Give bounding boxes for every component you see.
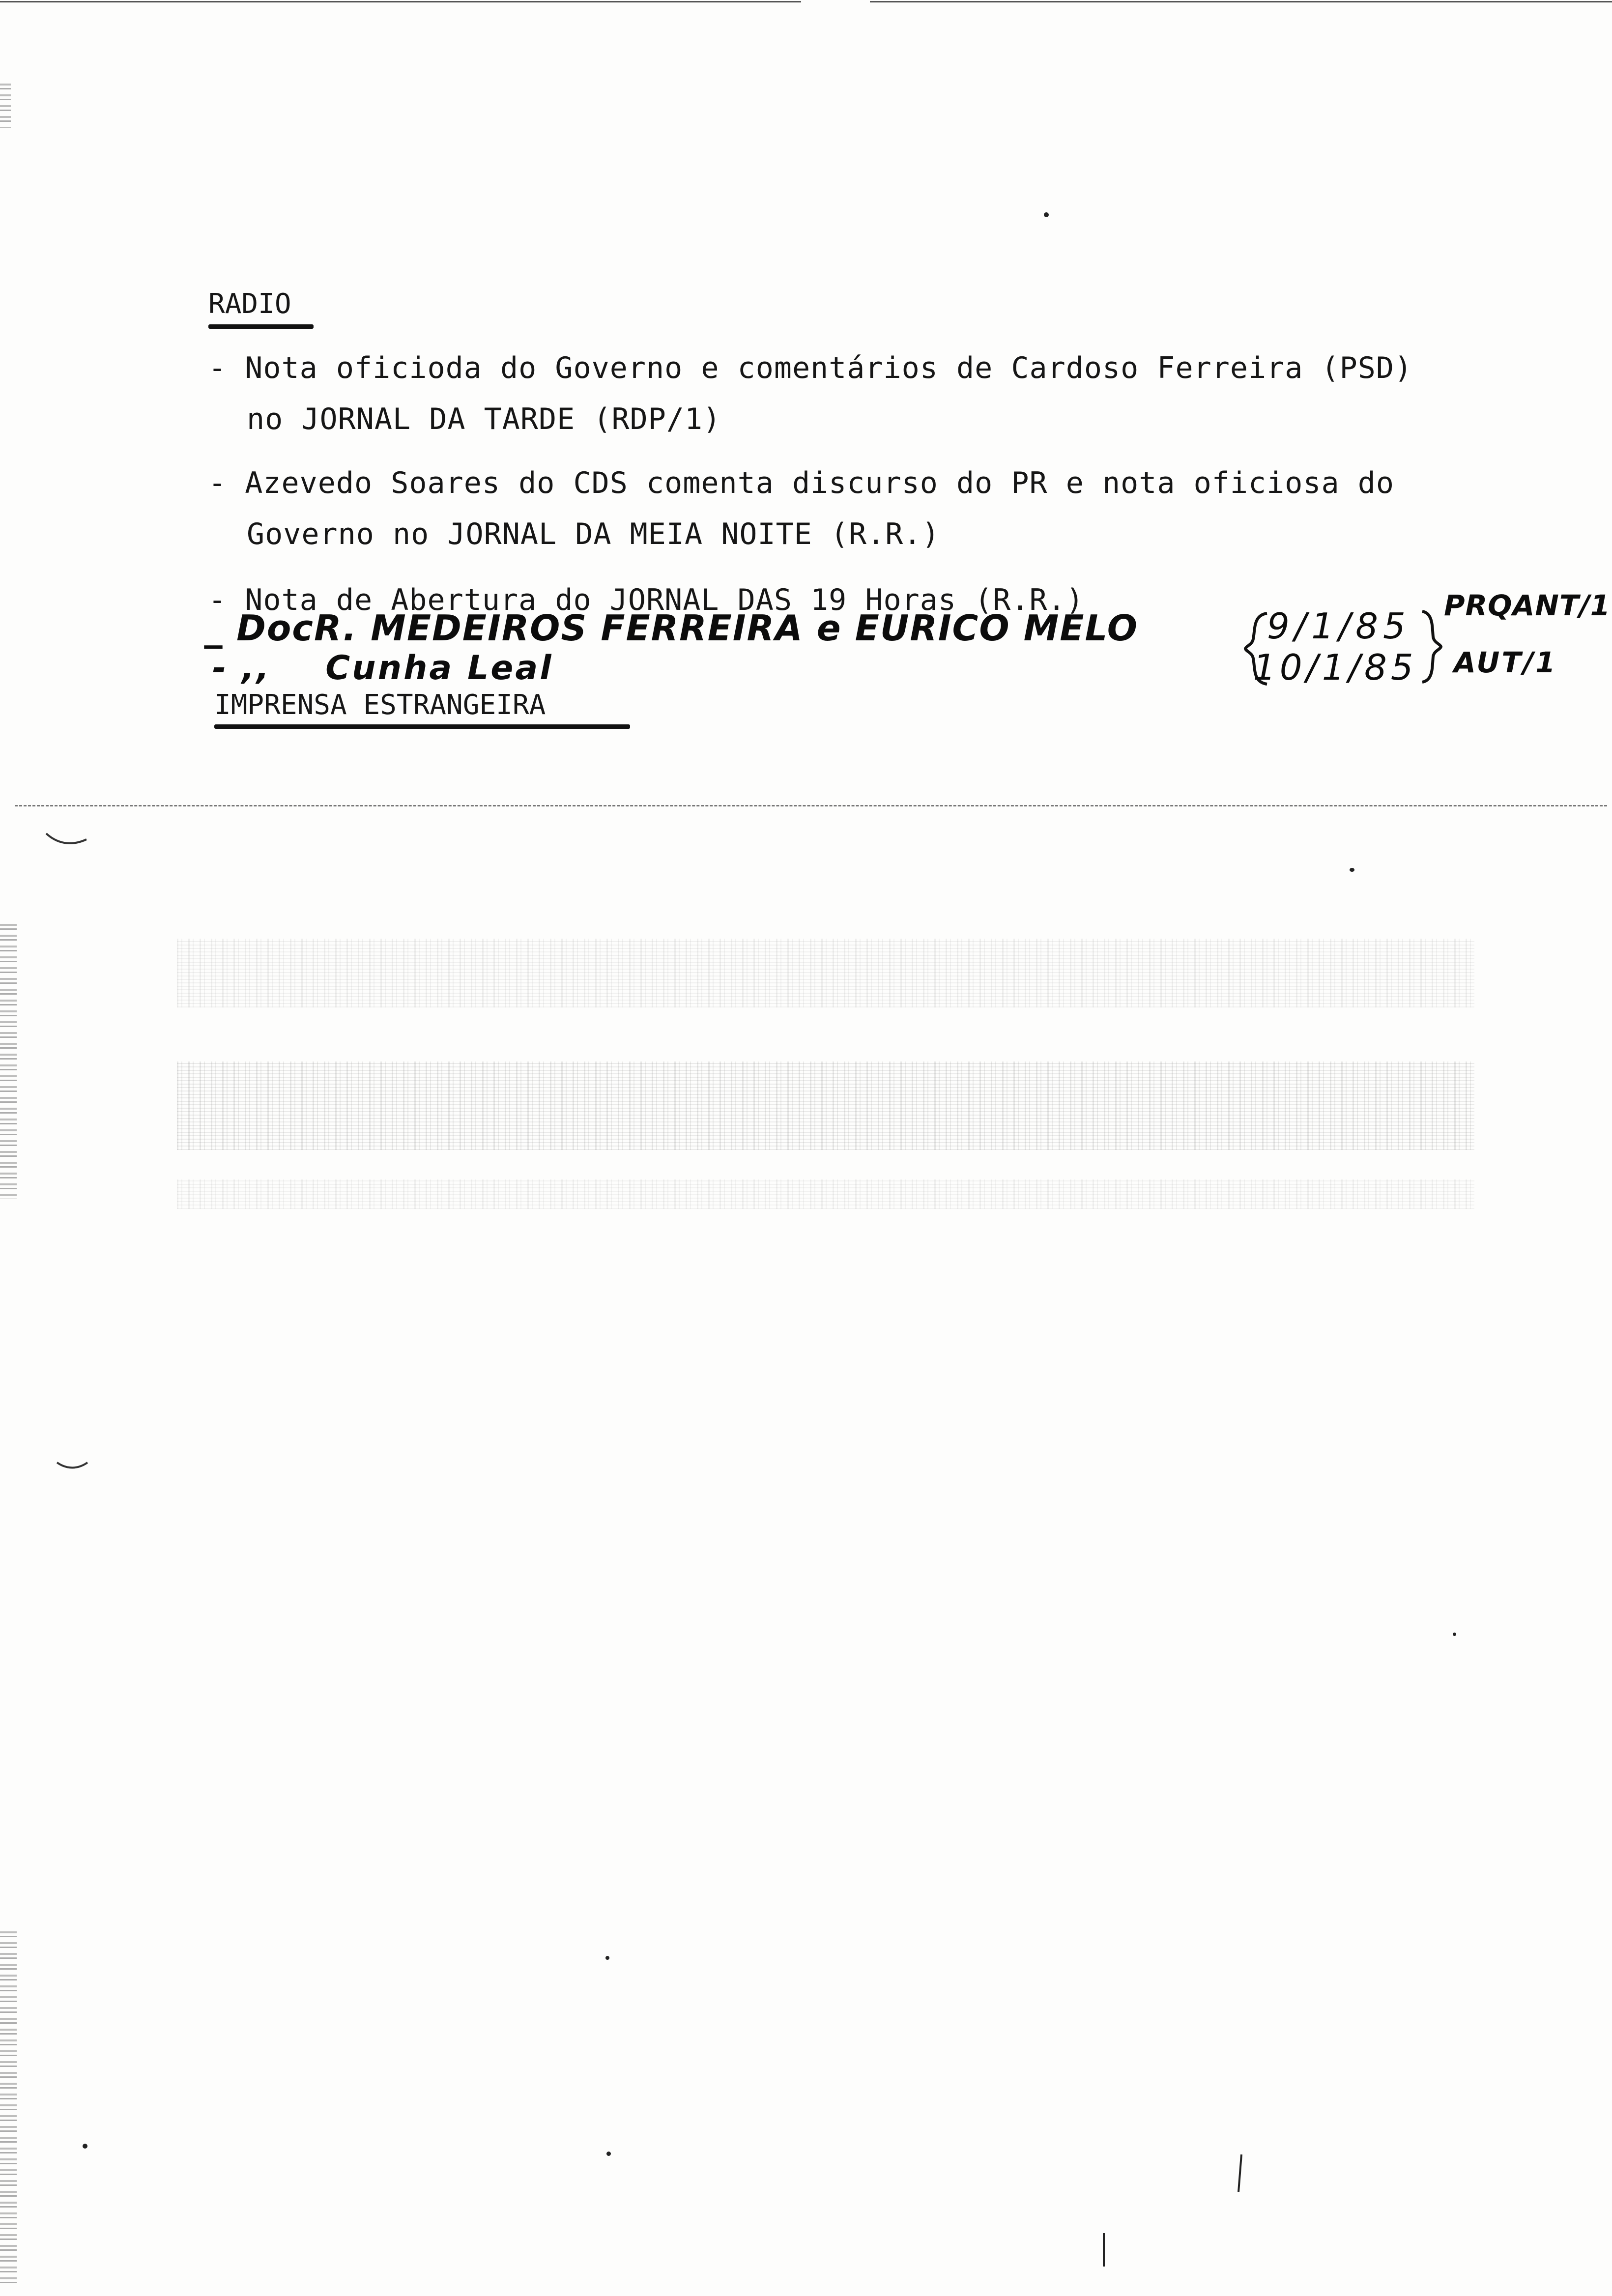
handwritten-line-2: - ,, Cunha Leal (212, 649, 553, 688)
scan-speck (1044, 212, 1049, 217)
bleed-through-band (177, 1179, 1474, 1209)
scan-speck (605, 1956, 609, 1960)
handwritten-date-1: 9/1/85 (1267, 605, 1410, 647)
scan-speck (1453, 1633, 1456, 1636)
scan-stroke (1099, 2231, 1109, 2270)
handwritten-ref-2: AUT/1 (1454, 646, 1557, 679)
scan-speck (606, 2152, 611, 2156)
heading-underline (214, 724, 630, 729)
scan-curve-mark (55, 1459, 89, 1473)
scan-dashed-line (15, 805, 1607, 806)
section-heading-imprensa: IMPRENSA ESTRANGEIRA (214, 689, 546, 721)
handwritten-line-1: _ DocR. MEDEIROS FERREIRA e EURICO MELO (204, 607, 1139, 649)
scan-edge-noise (0, 924, 17, 1199)
section-heading-radio: RADIO (208, 288, 291, 320)
bleed-through-band (177, 1062, 1474, 1150)
bleed-through-band (177, 939, 1474, 1007)
brace-right (1419, 607, 1444, 686)
handwritten-ref-1: PRQANT/1 (1444, 589, 1611, 622)
handwritten-date-2: 10/1/85 (1253, 647, 1417, 688)
scan-curve-mark (44, 831, 88, 850)
radio-item-1-line-1: - Nota oficioda do Governo e comentários de Cardoso Ferreira (PSD) (208, 351, 1413, 385)
scan-edge-noise (0, 1931, 17, 2285)
radio-item-2-line-1: - Azevedo Soares do CDS comenta discurso do PR e nota oficiosa do (208, 466, 1394, 500)
scan-edge-noise (0, 84, 11, 128)
heading-underline (208, 324, 314, 329)
scan-speck (83, 2144, 87, 2149)
radio-item-3-line-1: - Nota de Abertura do JORNAL DAS 19 Horas (R.R.) (208, 583, 1084, 617)
scan-edge-rule (0, 1, 801, 2)
scan-edge-rule (870, 1, 1612, 2)
scan-stroke (1236, 2152, 1245, 2197)
radio-item-2-line-2: Governo no JORNAL DA MEIA NOITE (R.R.) (247, 517, 940, 551)
scan-speck (1350, 868, 1354, 872)
radio-item-1-line-2: no JORNAL DA TARDE (RDP/1) (247, 402, 721, 436)
